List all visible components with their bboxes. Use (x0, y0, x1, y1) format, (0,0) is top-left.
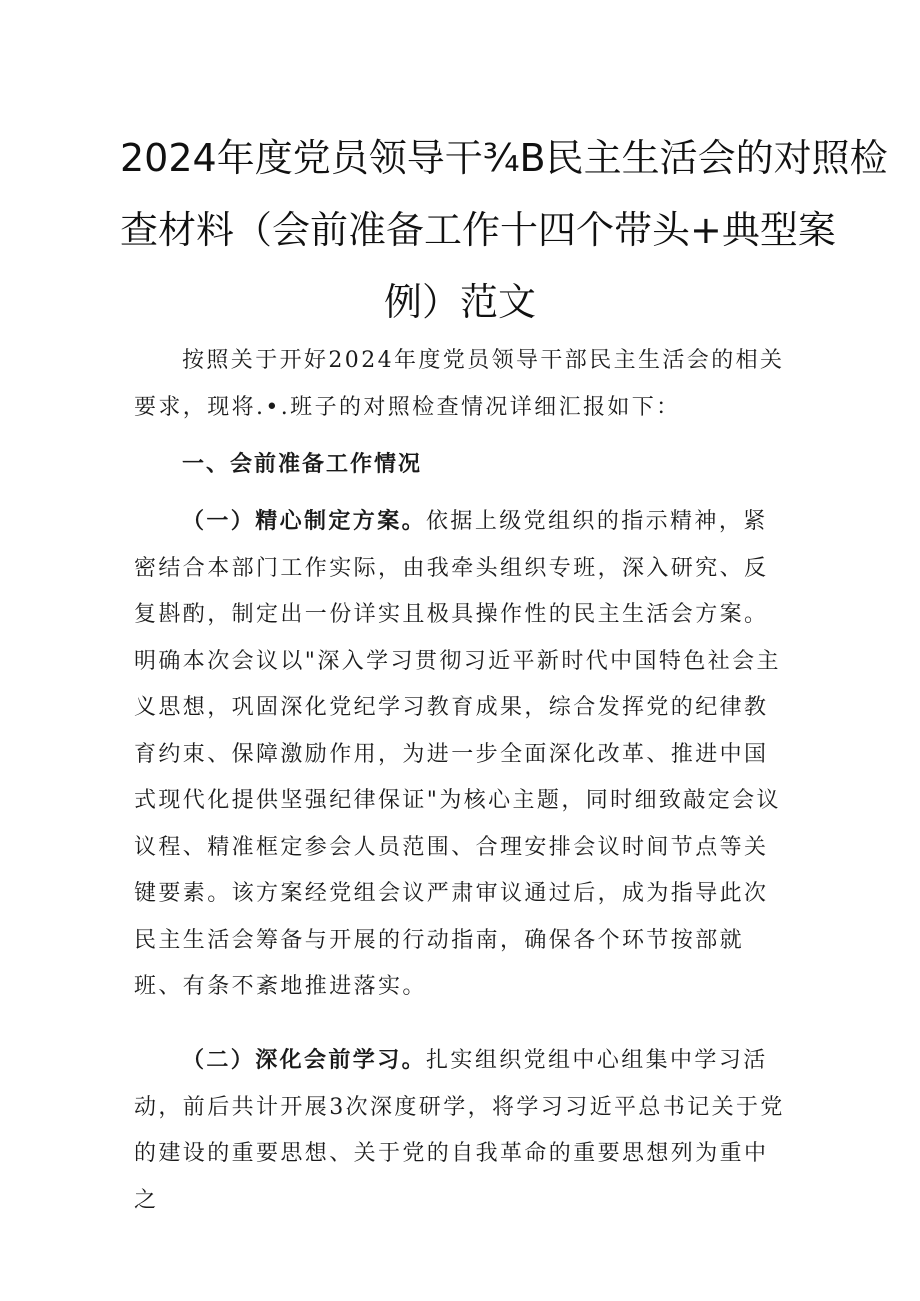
item-1-block (134, 499, 786, 1011)
intro-block (134, 338, 786, 431)
section-1-block (134, 442, 786, 489)
title-line-3: 例）范文 (383, 280, 536, 324)
intro-paragraph: 按照关于开好2024年度党员领导干部民主生活会的相关要求，现将.•.班子的对照检查情况详细汇报如下： (134, 348, 785, 420)
title-line-2: 查材料（会前准备工作十四个带头+典型案 (120, 208, 836, 252)
section-heading: 一、会前准备工作情况 (182, 452, 423, 477)
document-title (120, 122, 888, 338)
item-1-text: 依据上级党组织的指示精神，紧密结合本部门工作实际，由我牵头组织专班，深入研究、反复斟酌，制定出一份详实且极具操作性的民主生活会方案。明确本次会议以"深入学习贯彻习近平新时代中国特色社会主义思想，巩固深化党纪学习教育成果，综合发挥党的纪律教育约束、保障激励作用，为进一步全面深化改革、推进中国式现代化提供坚强纪律保证"为核心主题，同时细致敲定会议议程、精准框定参会人员范围、合理安排会议时间节点等关键要素。该方案经党组会议严肃审议通过后，成为指导此次民主生活会筹备与开展的行动指南，确保各个环节按部就班、有条不紊地推进落实。 (134, 509, 781, 999)
item-2-paragraph (134, 1038, 786, 1224)
item-2-block (134, 1038, 786, 1224)
item-2-text: 扎实组织党组中心组集中学习活动，前后共计开展3次深度研学，将学习习近平总书记关于党的建设的重要思想、关于党的自我革命的重要思想列为重中之 (134, 1048, 785, 1213)
item-1-lead: （一）精心制定方案。 (182, 509, 427, 534)
item-1-paragraph (134, 499, 786, 1011)
title-line-1: 2024年度党员领导干¾B民主生活会的对照检 (120, 136, 888, 180)
item-2-lead: （二）深化会前学习。 (182, 1048, 427, 1073)
